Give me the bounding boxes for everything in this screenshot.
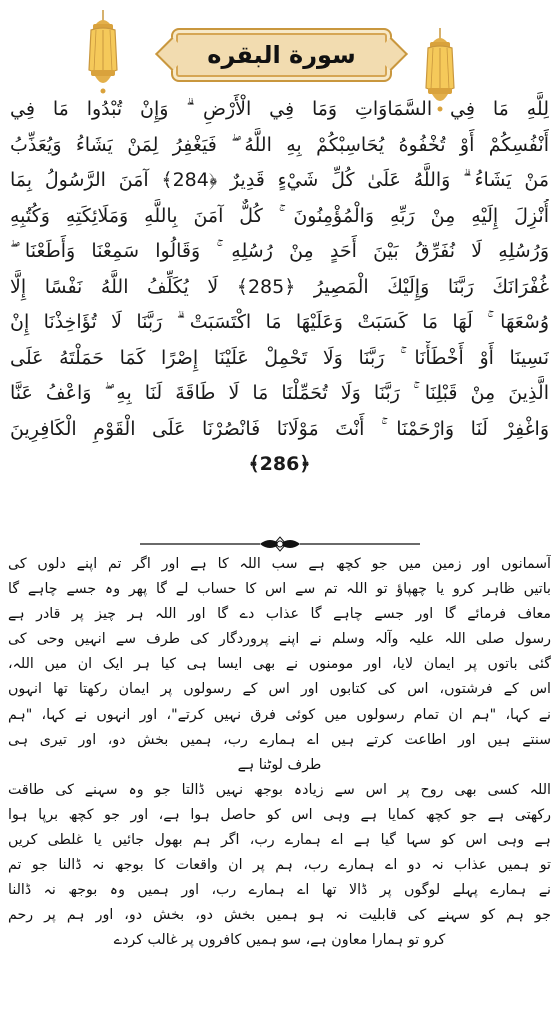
arabic-line: أُنْزِلَ إِلَيْهِ مِنْ رَبِّهِ وَالْمُؤْمِنُونَ ۚ كُلٌّ آمَنَ بِاللَّهِ وَمَلَائِكَتِهِ وَكُتُبِهِ	[10, 204, 549, 227]
urdu-translation	[8, 552, 551, 954]
arabic-line: وَرُسُلِهِ لَا نُفَرِّقُ بَيْنَ أَحَدٍ مِنْ رُسُلِهِ ۚ وَقَالُوا سَمِعْنَا وَأَطَعْنَا ۖ	[10, 240, 549, 262]
title-banner	[171, 28, 392, 82]
urdu-line: اس کے فرشتوں، اس کی کتابوں اور اس کے رسولوں پر ایمان رکھتا تھا انہوں	[8, 681, 551, 698]
urdu-line: تو ہمیں عذاب نہ دو اے ہمارے رب، ہم پر ان واقعات کا بوجھ نہ ڈالنا جو تم	[8, 857, 551, 874]
arabic-line: نَسِينَا أَوْ أَخْطَأْنَا ۚ رَبَّنَا وَلَا تَحْمِلْ عَلَيْنَا إِصْرًا كَمَا حَمَلْتَهُ عَلَى	[10, 346, 549, 369]
urdu-line: آسمانوں اور زمین میں جو کچھ ہے سب اللہ کا ہے اور اگر تم اپنے دلوں کی	[8, 556, 551, 572]
arabic-line: لِلَّهِ مَا فِي السَّمَاوَاتِ وَمَا فِي الْأَرْضِ ۗ وَإِنْ تُبْدُوا مَا فِي	[10, 98, 549, 120]
urdu-line: رکھتی ہے جو کچھ کمایا ہے وہی اس کو حاصل ہوا ہے، اور جو کچھ برپا ہوا	[8, 806, 551, 823]
arabic-line: مَنْ يَشَاءُ ۗ وَاللَّهُ عَلَىٰ كُلِّ شَيْءٍ قَدِيرٌ ﴿284﴾ آمَنَ الرَّسُولُ بِمَا	[10, 169, 549, 191]
urdu-line: جو ہم کو سہنے کی قابلیت نہ ہو ہمیں بخش دو، بخش دو، اور ہم پر رحم	[8, 907, 551, 924]
urdu-line: رسول صلی اللہ علیہ وآلہ وسلم نے اپنے پروردگار کی طرف سے انہیں وحی کی	[8, 631, 551, 648]
urdu-line: اللہ کسی بھی روح پر اس سے زیادہ بوجھ نہیں ڈالتا جو وہ سہنے کی طاقت	[8, 781, 551, 798]
urdu-line: معاف فرمائے گا اور جسے چاہے گا عذاب دے گا اور اللہ ہر چیز پر قادر ہے	[8, 606, 551, 623]
lantern-icon	[84, 10, 122, 94]
arabic-line: الَّذِينَ مِنْ قَبْلِنَا ۚ رَبَّنَا وَلَا تُحَمِّلْنَا مَا لَا طَاقَةَ لَنَا بِهِ ۖ وَاعْفُ عَنَّا	[10, 382, 549, 404]
urdu-line: نے ہمارے پہلے لوگوں پر ڈالا تھا اے ہمارے رب، اور ہمیں وہ بوجھ نہ ڈالنا	[8, 882, 551, 899]
urdu-line: سنتے ہیں اور اطاعت کرتے ہیں اے ہمارے رب، ہمیں بخش دو، اور تیری ہی	[8, 731, 551, 748]
urdu-line: ہے وہی اس کو سہا گیا ہے اے ہمارے رب، اگر ہم بھول جائیں یا غلطی کریں	[8, 832, 551, 849]
arabic-line: وَاغْفِرْ لَنَا وَارْحَمْنَا ۚ أَنْتَ مَوْلَانَا فَانْصُرْنَا عَلَى الْقَوْمِ الْكَافِرِينَ	[10, 417, 549, 440]
urdu-line: نے کہا، "ہم ان تمام رسولوں میں کوئی فرق نہیں کرتے"، اور انہوں نے کہا، "ہم	[8, 706, 551, 723]
urdu-line: باتیں ظاہر کرو یا چھپاؤ تو اللہ تم سے اس کا حساب لے گا پھر وہ جسے چاہے گا	[8, 581, 551, 598]
arabic-verses	[10, 92, 549, 483]
arabic-line: وُسْعَهَا ۚ لَهَا مَا كَسَبَتْ وَعَلَيْهَا مَا اكْتَسَبَتْ ۗ رَبَّنَا لَا تُؤَاخِذْنَا إِنْ	[10, 311, 549, 333]
arabic-line: غُفْرَانَكَ رَبَّنَا وَإِلَيْكَ الْمَصِيرُ ﴿285﴾ لَا يُكَلِّفُ اللَّهُ نَفْسًا إِلَّا	[10, 275, 549, 298]
ayah-number: ﴿286﴾	[248, 453, 311, 475]
urdu-line: گئی باتوں پر ایمان لایا، اور مومنوں نے بھی ایسا ہی کیا ہر ایک ان میں اللہ،	[8, 656, 551, 673]
arabic-line: أَنْفُسِكُمْ أَوْ تُخْفُوهُ يُحَاسِبْكُمْ بِهِ اللَّهُ ۖ فَيَغْفِرُ لِمَنْ يَشَاءُ وَيُعَذِّبُ	[10, 133, 549, 156]
ornament-divider	[140, 534, 420, 554]
urdu-line: طرف لوٹنا ہے	[237, 756, 322, 773]
urdu-line: کرو تو ہمارا معاون ہے، سو ہمیں کافروں پر غالب کردے	[113, 932, 446, 949]
surah-title: سورة البقره	[207, 41, 356, 69]
